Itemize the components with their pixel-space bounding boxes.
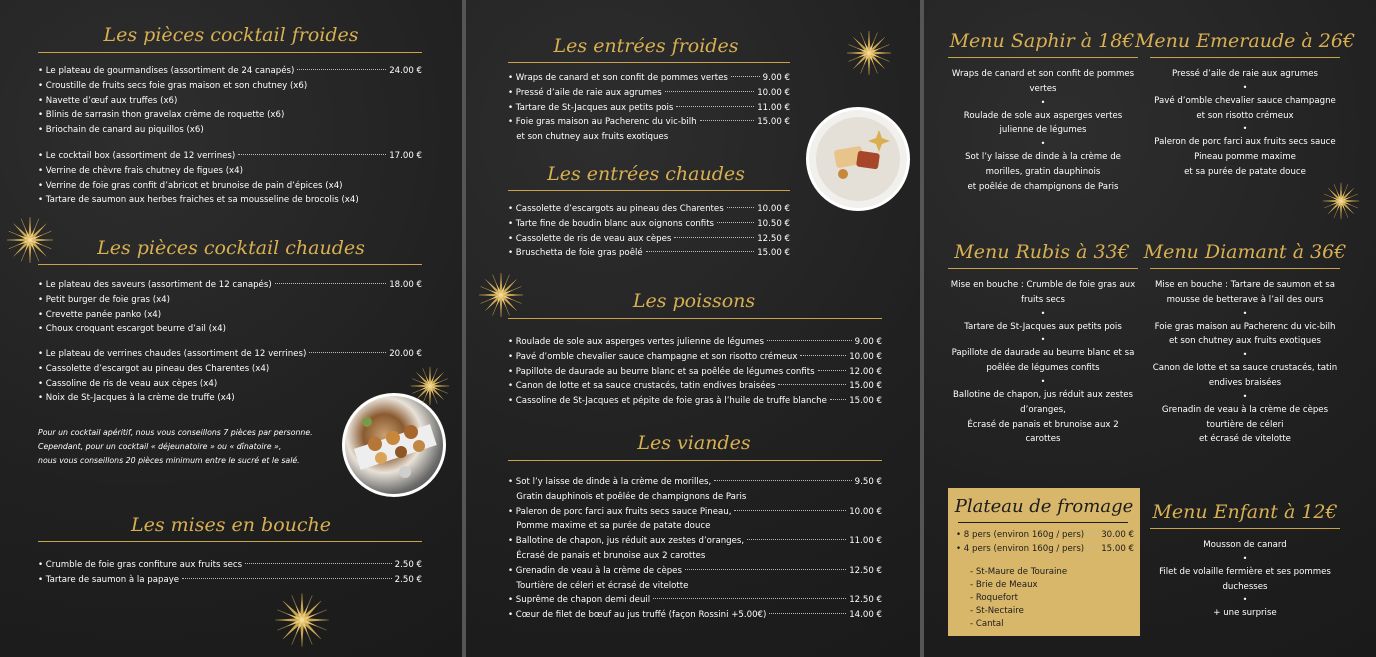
dot-leader bbox=[653, 598, 846, 599]
menu-item-label: • Pressé d’aile de raie aux agrumes bbox=[508, 87, 662, 98]
menu-item-label: • Cassolette d’escargot au pineau des Charentes (x4) bbox=[38, 363, 270, 374]
menu-item-label: • Cassolette de ris de veau aux cèpes bbox=[508, 233, 672, 244]
menu-item-label: • Bruschetta de foie gras poêlé bbox=[508, 248, 643, 259]
menu-item-row bbox=[38, 193, 422, 208]
canapes-illustration bbox=[345, 396, 443, 494]
course-line: poêlée de légumes confits bbox=[986, 363, 1100, 374]
cheese-variety: - Brie de Meaux bbox=[970, 580, 1038, 590]
section-title-mises-en-bouche: Les mises en bouche bbox=[130, 514, 332, 536]
course-line: julienne de légumes bbox=[999, 125, 1087, 136]
menu-item-row bbox=[508, 71, 790, 86]
menu-item-row bbox=[38, 108, 422, 123]
gold-star-ornament-icon bbox=[6, 216, 54, 264]
menu-item-price: 15.00 € bbox=[849, 396, 882, 407]
menu-item-row bbox=[38, 64, 422, 79]
title-rule bbox=[38, 264, 422, 265]
menu-item-row bbox=[38, 79, 422, 94]
cocktail-advice-note bbox=[38, 426, 313, 468]
dot-leader bbox=[818, 370, 847, 371]
course-line: Filet de volaille fermière et ses pommes bbox=[1159, 566, 1331, 577]
gold-star-ornament-icon bbox=[846, 30, 892, 76]
course-line: morilles, gratin dauphinois bbox=[985, 166, 1101, 177]
course-line: Pressé d’aile de raie aux agrumes bbox=[1172, 69, 1318, 79]
menu-item-row bbox=[38, 149, 422, 164]
menu-item-price: 15.00 € bbox=[757, 248, 790, 259]
menu-item-price: 10.00 € bbox=[849, 506, 882, 517]
menu-item-label: et son chutney aux fruits exotiques bbox=[508, 132, 669, 143]
menu-item-label: • Cassoline de ris de veau aux cèpes (x4) bbox=[38, 378, 218, 389]
menu-item-price: 2.50 € bbox=[394, 560, 422, 570]
cheese-platter-prices bbox=[956, 528, 1134, 556]
section-title-fish: Les poissons bbox=[632, 290, 756, 312]
cheese-variety: - Cantal bbox=[970, 619, 1004, 629]
course-line: Sot l’y laisse de dinde à la crème de bbox=[965, 152, 1121, 163]
dot-leader bbox=[747, 539, 846, 540]
title-rule bbox=[948, 57, 1138, 58]
note-line: Pour un cocktail apéritif, nous vous conseillons 7 pièces par personne. bbox=[38, 428, 313, 437]
menu-item-row bbox=[38, 278, 422, 293]
dot-leader bbox=[275, 283, 387, 284]
course-line: Mise en bouche : Crumble de foie gras aux bbox=[950, 280, 1136, 290]
menu-item-row bbox=[508, 101, 790, 116]
menu-item-label: • Tartare de saumon aux herbes fraiches et sa mousseline de brocolis (x4) bbox=[38, 195, 359, 206]
menu-item-label: • Verrine de foie gras confit d’abricot et brunoise de pain d’épices (x4) bbox=[38, 180, 343, 191]
course-line: mousse de betterave à l’ail des ours bbox=[1166, 294, 1324, 305]
course-line: Écrasé de panais et brunoise aux 2 bbox=[967, 419, 1119, 430]
menu-item-label: Écrasé de panais et brunoise aux 2 carottes bbox=[508, 550, 706, 561]
list-fish bbox=[508, 335, 882, 409]
menu-diamant-courses bbox=[1147, 278, 1343, 447]
course-separator: • bbox=[1040, 97, 1046, 107]
menu-item-price: 10.00 € bbox=[757, 204, 790, 214]
menu-item-price: 17.00 € bbox=[389, 151, 422, 161]
menu-item-row bbox=[508, 505, 882, 520]
menu-item-row bbox=[38, 164, 422, 179]
menu-item-price: 18.00 € bbox=[389, 280, 422, 290]
course-line: fruits secs bbox=[1021, 294, 1065, 305]
dot-leader bbox=[778, 384, 846, 385]
course-line: + une surprise bbox=[1213, 608, 1277, 619]
menu-item-row bbox=[508, 365, 882, 380]
title-rule bbox=[38, 52, 422, 53]
menu-item-label: • Tarte fine de boudin blanc aux oignons confits bbox=[508, 218, 715, 229]
cheese-varieties bbox=[970, 566, 1067, 631]
list-cold-cocktail-1 bbox=[38, 64, 422, 138]
menu-item-row bbox=[508, 202, 790, 217]
course-line: endives braisées bbox=[1208, 377, 1282, 388]
menu-item-row bbox=[38, 558, 422, 573]
course-separator: • bbox=[1040, 376, 1046, 386]
gold-star-ornament-icon bbox=[274, 592, 330, 648]
course-line: Wraps de canard et son confit de pommes bbox=[951, 69, 1135, 79]
menu-item-row bbox=[508, 217, 790, 232]
section-title-cold-starters: Les entrées froides bbox=[553, 35, 739, 57]
dot-leader bbox=[182, 578, 392, 579]
menu-item-row bbox=[508, 246, 790, 261]
dot-leader bbox=[714, 480, 851, 481]
menu-item-price: 9.00 € bbox=[762, 73, 790, 83]
menu-item-label: • Navette d’œuf aux truffes (x6) bbox=[38, 95, 178, 106]
menu-item-label: • Papillote de daurade au beurre blanc et sa poêlée de légumes confits bbox=[508, 366, 815, 377]
menu-item-row bbox=[508, 564, 882, 579]
menu-item-row bbox=[508, 130, 790, 145]
menu-item-label: • Croustille de fruits secs foie gras maison et son chutney (x6) bbox=[38, 80, 308, 91]
menu-item-price: 15.00 € bbox=[1101, 544, 1134, 554]
menu-item-label: • Blinis de sarrasin thon gravelax crème de roquette (x6) bbox=[38, 110, 285, 121]
dot-leader bbox=[646, 251, 755, 252]
menu-item-row bbox=[508, 534, 882, 549]
menu-item-row bbox=[38, 293, 422, 308]
course-separator: • bbox=[1242, 82, 1248, 92]
menu-item-label: • Le plateau de verrines chaudes (assortiment de 12 verrines) bbox=[38, 349, 307, 359]
course-line: tourtière de céleri bbox=[1206, 419, 1284, 430]
menu-item-price: 2.50 € bbox=[394, 574, 422, 585]
course-separator: • bbox=[1242, 391, 1248, 401]
menu-item-label: • Tartare de saumon à la papaye bbox=[38, 574, 180, 585]
menu-item-label: Tourtière de céleri et écrasé de vitelotte bbox=[508, 580, 689, 591]
menu-item-price: 10.00 € bbox=[757, 87, 790, 98]
dot-leader bbox=[245, 563, 392, 564]
menu-item-label: • Verrine de chèvre frais chutney de figues (x4) bbox=[38, 165, 243, 176]
menu-item-row bbox=[38, 179, 422, 194]
dot-leader bbox=[674, 237, 754, 238]
menu-item-label: • Canon de lotte et sa sauce crustacés, tatin endives braisées bbox=[508, 381, 776, 392]
course-line: Pavé d’omble chevalier sauce champagne bbox=[1154, 95, 1336, 106]
list-hot-starters bbox=[508, 202, 790, 261]
menu-item-row bbox=[956, 528, 1134, 542]
course-separator: • bbox=[1040, 335, 1046, 345]
course-line: Foie gras maison au Pacherenc du vic-bilh bbox=[1154, 321, 1336, 332]
menu-rubis-courses bbox=[945, 278, 1141, 447]
course-line: Ballotine de chapon, jus réduit aux zestes bbox=[953, 389, 1133, 400]
menu-item-row bbox=[508, 232, 790, 247]
dot-leader bbox=[700, 120, 755, 121]
title-rule bbox=[508, 190, 790, 191]
dot-leader bbox=[727, 207, 755, 208]
menu-item-price: 30.00 € bbox=[1101, 530, 1134, 540]
list-cold-cocktail-2 bbox=[38, 149, 422, 208]
menu-item-row bbox=[956, 542, 1134, 556]
course-line: Papillote de daurade au beurre blanc et sa bbox=[951, 348, 1135, 359]
gold-star-ornament-icon bbox=[410, 366, 450, 406]
title-rule bbox=[948, 268, 1138, 269]
dot-leader bbox=[685, 569, 846, 570]
menu-item-label: Gratin dauphinois et poêlée de champignons de Paris bbox=[508, 491, 747, 502]
menu-item-label: • Roulade de sole aux asperges vertes julienne de légumes bbox=[508, 337, 764, 347]
course-separator: • bbox=[1242, 350, 1248, 360]
list-hot-cocktail-2 bbox=[38, 347, 422, 406]
course-line: et écrasé de vitelotte bbox=[1199, 434, 1291, 445]
cheese-platter-box bbox=[948, 488, 1140, 636]
cheese-platter-title: Plateau de fromage bbox=[954, 496, 1134, 517]
foie-gras-plate-photo bbox=[806, 107, 910, 211]
dot-leader bbox=[297, 69, 386, 70]
section-title-cold-cocktail: Les pièces cocktail froides bbox=[103, 24, 359, 46]
title-rule bbox=[38, 541, 422, 542]
menu-item-label: • Ballotine de chapon, jus réduit aux zestes d’oranges, bbox=[508, 536, 745, 547]
title-rule bbox=[1150, 268, 1340, 269]
title-rule bbox=[1150, 528, 1340, 529]
menu-item-row bbox=[508, 350, 882, 365]
menu-title-diamant: Menu Diamant à 36€ bbox=[1143, 241, 1347, 263]
menu-item-price: 15.00 € bbox=[849, 381, 882, 392]
section-title-hot-starters: Les entrées chaudes bbox=[547, 163, 745, 185]
menu-item-row bbox=[508, 379, 882, 394]
cocktail-canapes-photo bbox=[342, 393, 446, 497]
dot-leader bbox=[800, 355, 846, 356]
menu-item-label: Pomme maxime et sa purée de patate douce bbox=[508, 521, 711, 532]
menu-item-price: 10.50 € bbox=[757, 218, 790, 229]
menu-item-price: 15.00 € bbox=[757, 117, 790, 128]
menu-item-row bbox=[38, 362, 422, 377]
course-separator: • bbox=[1242, 124, 1248, 134]
course-line: Tartare de St-Jacques aux petits pois bbox=[964, 321, 1122, 332]
title-rule bbox=[508, 460, 882, 461]
course-separator: • bbox=[1242, 595, 1248, 605]
dot-leader bbox=[830, 399, 846, 400]
menu-item-label: • Wraps de canard et son confit de pommes vertes bbox=[508, 73, 728, 83]
menu-saphir-courses bbox=[945, 67, 1141, 195]
dot-leader bbox=[309, 352, 386, 353]
course-line: Roulade de sole aux asperges vertes bbox=[963, 110, 1123, 121]
menu-emeraude-courses bbox=[1147, 67, 1343, 180]
dot-leader bbox=[676, 106, 754, 107]
menu-item-price: 12.50 € bbox=[849, 595, 882, 606]
gold-star-ornament-icon bbox=[478, 272, 524, 318]
course-line: carottes bbox=[1025, 434, 1061, 445]
dot-leader bbox=[767, 340, 852, 341]
menu-item-price: 9.00 € bbox=[854, 337, 882, 347]
menu-item-price: 12.50 € bbox=[757, 233, 790, 244]
menu-item-row bbox=[38, 94, 422, 109]
cheese-variety: - St-Maure de Touraine bbox=[970, 567, 1068, 577]
dot-leader bbox=[665, 91, 754, 92]
menu-item-label: • Sot l’y laisse de dinde à la crème de morilles, bbox=[508, 477, 712, 487]
course-line: et sa purée de patate douce bbox=[1184, 166, 1306, 177]
menu-item-row bbox=[508, 394, 882, 409]
dot-leader bbox=[717, 222, 754, 223]
course-line: Mousson de canard bbox=[1203, 540, 1287, 550]
section-title-meats: Les viandes bbox=[637, 432, 751, 454]
menu-item-label: • Crevette panée panko (x4) bbox=[38, 309, 162, 320]
menu-item-label: • Pavé d’omble chevalier sauce champagne et son risotto crémeux bbox=[508, 351, 798, 362]
section-title-hot-cocktail: Les pièces cocktail chaudes bbox=[97, 237, 365, 259]
course-line: Paleron de porc farci aux fruits secs sauce bbox=[1154, 137, 1336, 148]
course-line: d’oranges, bbox=[1020, 404, 1066, 415]
menu-item-row bbox=[508, 335, 882, 350]
cheese-variety: - St-Nectaire bbox=[970, 606, 1024, 616]
course-line: et son risotto crémeux bbox=[1196, 110, 1294, 121]
menu-enfant-courses bbox=[1147, 538, 1343, 621]
list-cold-starters bbox=[508, 71, 790, 145]
title-rule bbox=[1150, 57, 1340, 58]
course-line: duchesses bbox=[1222, 581, 1268, 592]
dot-leader bbox=[238, 154, 386, 155]
foie-gras-illustration bbox=[809, 110, 907, 208]
gold-star-ornament-icon bbox=[1322, 182, 1360, 220]
menu-item-label: • Foie gras maison au Pacherenc du vic-bilh bbox=[508, 117, 697, 128]
menu-item-price: 14.00 € bbox=[849, 610, 882, 621]
list-meats bbox=[508, 475, 882, 623]
menu-item-row bbox=[508, 115, 790, 130]
menu-item-row bbox=[38, 573, 422, 588]
list-hot-cocktail-1 bbox=[38, 278, 422, 337]
menu-item-label: • Noix de St-Jacques à la crème de truffe (x4) bbox=[38, 393, 235, 404]
course-line: Grenadin de veau à la crème de cèpes bbox=[1161, 404, 1329, 415]
course-separator: • bbox=[1040, 308, 1046, 318]
menu-item-label: • Suprême de chapon demi deuil bbox=[508, 595, 651, 606]
course-line: et son chutney aux fruits exotiques bbox=[1169, 336, 1321, 347]
menu-item-label: • Tartare de St-Jacques aux petits pois bbox=[508, 102, 674, 113]
menu-item-label: • Le plateau de gourmandises (assortiment de 24 canapés) bbox=[38, 66, 295, 76]
title-rule bbox=[508, 318, 882, 319]
menu-item-price: 12.50 € bbox=[849, 565, 882, 576]
menu-item-price: 9.50 € bbox=[854, 477, 882, 487]
note-line: Cependant, pour un cocktail « déjeunatoire » ou « dînatoire », bbox=[38, 442, 282, 451]
cheese-variety: - Roquefort bbox=[970, 593, 1019, 603]
menu-item-row bbox=[38, 322, 422, 337]
title-rule bbox=[958, 522, 1128, 523]
menu-item-label: • Grenadin de veau à la crème de cèpes bbox=[508, 565, 682, 576]
menu-item-label: • Crumble de foie gras confiture aux fruits secs bbox=[38, 560, 243, 570]
course-separator: • bbox=[1242, 308, 1248, 318]
menu-item-row bbox=[508, 475, 882, 490]
dot-leader bbox=[731, 76, 760, 77]
dot-leader bbox=[734, 510, 846, 511]
menu-item-label: • 4 pers (environ 160g / pers) bbox=[956, 544, 1085, 554]
title-rule bbox=[508, 62, 790, 63]
menu-item-row bbox=[508, 608, 882, 623]
course-separator: • bbox=[1040, 139, 1046, 149]
menu-item-row bbox=[508, 593, 882, 608]
course-line: Pineau pomme maxime bbox=[1194, 152, 1296, 163]
menu-item-row bbox=[508, 490, 882, 505]
menu-title-emeraude: Menu Emeraude à 26€ bbox=[1134, 30, 1356, 52]
menu-title-rubis: Menu Rubis à 33€ bbox=[954, 241, 1130, 263]
menu-item-label: • 8 pers (environ 160g / pers) bbox=[956, 530, 1085, 540]
dot-leader bbox=[1087, 533, 1098, 534]
menu-item-row bbox=[508, 519, 882, 534]
menu-item-row bbox=[508, 86, 790, 101]
menu-item-price: 12.00 € bbox=[849, 366, 882, 377]
menu-item-label: • Le cocktail box (assortiment de 12 verrines) bbox=[38, 151, 236, 161]
menu-item-label: • Paleron de porc farci aux fruits secs sauce Pineau, bbox=[508, 506, 732, 517]
menu-item-label: • Petit burger de foie gras (x4) bbox=[38, 294, 170, 305]
menu-item-row bbox=[38, 308, 422, 323]
menu-item-price: 11.00 € bbox=[849, 536, 882, 547]
course-separator: • bbox=[1242, 553, 1248, 563]
menu-title-saphir: Menu Saphir à 18€ bbox=[949, 30, 1135, 52]
dot-leader bbox=[769, 613, 846, 614]
menu-title-enfant: Menu Enfant à 12€ bbox=[1152, 501, 1338, 523]
menu-item-price: 24.00 € bbox=[389, 66, 422, 76]
menu-item-price: 10.00 € bbox=[849, 351, 882, 362]
menu-item-row bbox=[508, 579, 882, 594]
menu-item-label: • Cassoline de St-Jacques et pépite de foie gras à l’huile de truffe blanche bbox=[508, 396, 827, 407]
course-line: Mise en bouche : Tartare de saumon et sa bbox=[1155, 280, 1335, 290]
menu-item-price: 11.00 € bbox=[757, 102, 790, 113]
menu-item-label: • Choux croquant escargot beurre d’ail (x4) bbox=[38, 324, 226, 335]
menu-item-row bbox=[508, 549, 882, 564]
menu-item-row bbox=[38, 123, 422, 138]
menu-item-row bbox=[38, 347, 422, 362]
menu-item-label: • Cassolette d’escargots au pineau des Charentes bbox=[508, 204, 724, 214]
menu-item-label: • Le plateau des saveurs (assortiment de 12 canapés) bbox=[38, 280, 272, 290]
menu-item-price: 20.00 € bbox=[389, 349, 422, 359]
course-line: Canon de lotte et sa sauce crustacés, tatin bbox=[1152, 363, 1338, 374]
list-mises-en-bouche bbox=[38, 558, 422, 588]
menu-item-label: • Briochain de canard au piquillos (x6) bbox=[38, 125, 204, 136]
menu-item-label: • Cœur de filet de bœuf au jus truffé (façon Rossini +5.00€) bbox=[508, 610, 767, 621]
course-line: et poêlée de champignons de Paris bbox=[967, 181, 1119, 192]
menu-item-row bbox=[38, 377, 422, 392]
dot-leader bbox=[1087, 547, 1098, 548]
course-line: vertes bbox=[1029, 83, 1057, 94]
note-line: nous vous conseillons 20 pièces minimum entre le sucré et le salé. bbox=[38, 456, 300, 465]
